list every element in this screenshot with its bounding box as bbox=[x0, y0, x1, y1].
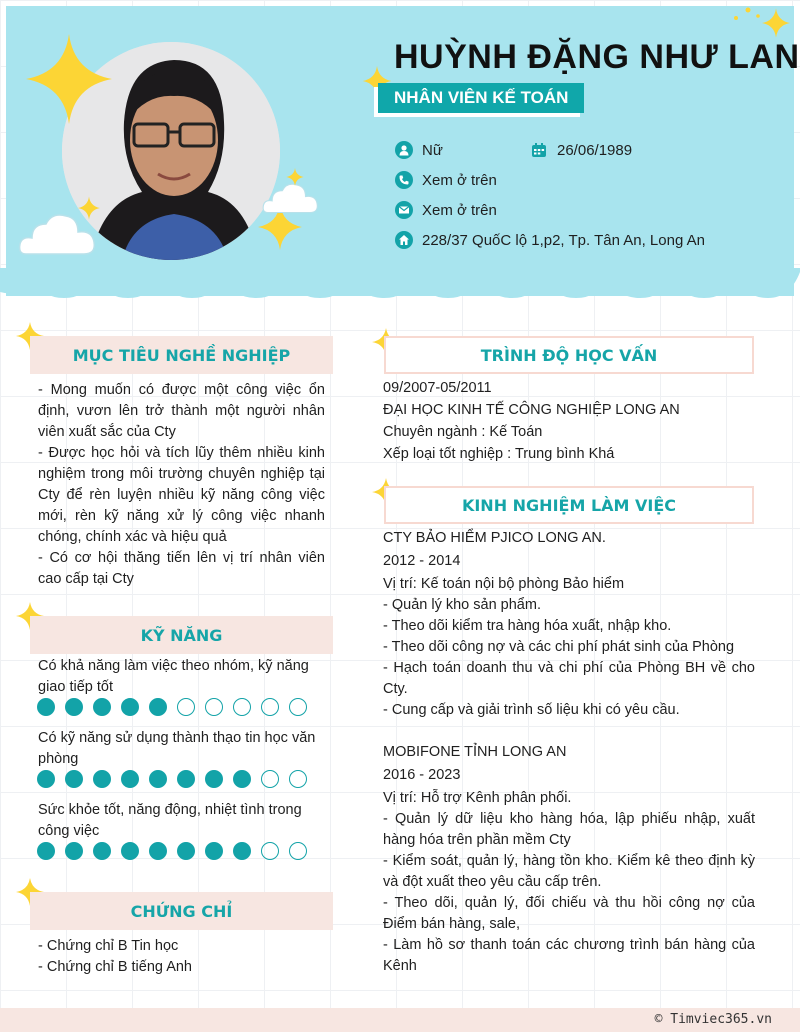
job-line: Vị trí: Kế toán nội bộ phòng Bảo hiểm bbox=[383, 576, 625, 592]
job-line: - Làm hồ sơ thanh toán các chương trình bán hàng của Kênh bbox=[383, 937, 755, 974]
rating-dot-filled bbox=[149, 770, 167, 788]
rating-dot-filled bbox=[37, 770, 55, 788]
rating-dot-filled bbox=[121, 842, 139, 860]
education-period: 09/2007-05/2011 bbox=[383, 380, 492, 396]
education-major: Chuyên ngành : Kế Toán bbox=[383, 424, 543, 440]
job-line: - Theo dõi kiểm tra hàng hóa xuất, nhập kho. bbox=[383, 618, 672, 634]
skill-text: Sức khỏe tốt, năng động, nhiệt tình trong công việc bbox=[38, 802, 302, 839]
job-line: - Theo dõi, quản lý, đối chiếu và thu hồi công nợ của Điểm bán hàng, sale, bbox=[383, 895, 755, 932]
watermark: © Timviec365.vn bbox=[654, 1012, 772, 1027]
education-heading: TRÌNH ĐỘ HỌC VẤN bbox=[384, 336, 754, 374]
phone-icon bbox=[395, 171, 413, 189]
objective-heading: MỤC TIÊU NGHỀ NGHIỆP bbox=[30, 336, 333, 374]
gender-row bbox=[395, 141, 443, 159]
rating-dot-filled bbox=[177, 770, 195, 788]
education-school: ĐẠI HỌC KINH TẾ CÔNG NGHIỆP LONG AN bbox=[383, 402, 680, 418]
phone-row bbox=[395, 171, 497, 189]
experience-heading: KINH NGHIỆM LÀM VIỆC bbox=[384, 486, 754, 524]
job-line: Vị trí: Hỗ trợ Kênh phân phối. bbox=[383, 790, 572, 806]
job-line: - Quản lý dữ liệu kho hàng hóa, lập phiếu nhập, xuất hàng hóa trên phần mềm Cty bbox=[383, 811, 755, 848]
certificates-heading: CHỨNG CHỈ bbox=[30, 892, 333, 930]
experience-job bbox=[383, 742, 755, 977]
rating-dot-filled bbox=[37, 698, 55, 716]
sparkle-icon bbox=[730, 4, 764, 24]
star-decoration-icon bbox=[762, 8, 790, 38]
rating-dot-filled bbox=[93, 770, 111, 788]
rating-dot-empty bbox=[205, 698, 223, 716]
home-icon bbox=[395, 231, 413, 249]
objective-line: - Được học hỏi và tích lũy thêm nhiều kinh nghiệm trong môi trường chuyên nghiệp tại Cty để rèn luyện nhiều kỹ năng công việc mới, rèn kỹ năng xử lý công việc nhanh chóng, chính xác và hiệu quả bbox=[38, 445, 325, 545]
job-line: - Cung cấp và giải trình số liệu khi có yêu cầu. bbox=[383, 702, 680, 718]
education-grade: Xếp loại tốt nghiệp : Trung bình Khá bbox=[383, 446, 615, 462]
email-value: Xem ở trên bbox=[422, 201, 497, 219]
header-scallop-edge bbox=[0, 268, 800, 302]
birthday-value: 26/06/1989 bbox=[557, 141, 633, 159]
objective-text bbox=[38, 380, 325, 590]
job-company: MOBIFONE TỈNH LONG AN bbox=[383, 744, 567, 760]
rating-dot-filled bbox=[205, 770, 223, 788]
user-icon bbox=[395, 141, 413, 159]
skill-text: Có kỹ năng sử dụng thành thạo tin học văn phòng bbox=[38, 730, 316, 767]
rating-dot-filled bbox=[149, 842, 167, 860]
skill-rating bbox=[37, 842, 317, 860]
rating-dot-filled bbox=[37, 842, 55, 860]
rating-dot-filled bbox=[121, 770, 139, 788]
address-row bbox=[395, 231, 705, 249]
candidate-name: HUỲNH ĐẶNG NHƯ LAN bbox=[394, 38, 800, 76]
job-line: - Hạch toán doanh thu và chi phí của Phòng BH về cho Cty. bbox=[383, 660, 755, 697]
job-period: 2012 - 2014 bbox=[383, 553, 461, 569]
rating-dot-filled bbox=[233, 770, 251, 788]
certificate-item: - Chứng chỉ B tiếng Anh bbox=[38, 959, 192, 975]
rating-dot-filled bbox=[149, 698, 167, 716]
email-icon bbox=[395, 201, 413, 219]
calendar-icon bbox=[530, 141, 548, 159]
job-line: - Quản lý kho sản phẩm. bbox=[383, 597, 541, 613]
rating-dot-empty bbox=[177, 698, 195, 716]
education-block bbox=[383, 377, 755, 465]
job-period: 2016 - 2023 bbox=[383, 767, 461, 783]
rating-dot-filled bbox=[177, 842, 195, 860]
experience-job bbox=[383, 528, 755, 721]
skill-rating bbox=[37, 770, 317, 788]
rating-dot-filled bbox=[93, 698, 111, 716]
rating-dot-filled bbox=[65, 770, 83, 788]
certificates-list bbox=[38, 936, 328, 978]
gender-value: Nữ bbox=[422, 141, 443, 159]
rating-dot-empty bbox=[289, 842, 307, 860]
phone-value: Xem ở trên bbox=[422, 171, 497, 189]
rating-dot-empty bbox=[233, 698, 251, 716]
rating-dot-filled bbox=[65, 842, 83, 860]
cloud-decoration-icon bbox=[18, 210, 98, 258]
skills-heading: KỸ NĂNG bbox=[30, 616, 333, 654]
rating-dot-filled bbox=[65, 698, 83, 716]
job-company: CTY BẢO HIỂM PJICO LONG AN. bbox=[383, 530, 606, 546]
email-row bbox=[395, 201, 497, 219]
rating-dot-empty bbox=[261, 698, 279, 716]
rating-dot-empty bbox=[261, 842, 279, 860]
star-decoration-icon bbox=[286, 168, 304, 186]
certificate-item: - Chứng chỉ B Tin học bbox=[38, 938, 179, 954]
objective-line: - Mong muốn có được một công việc ổn định, vươn lên trở thành một người nhân viên xuất sắc của Cty bbox=[38, 382, 325, 440]
job-line: - Kiểm soát, quản lý, hàng tồn kho. Kiểm kê theo định kỳ và đột xuất theo yêu cầu cấp trên. bbox=[383, 853, 755, 890]
rating-dot-filled bbox=[205, 842, 223, 860]
star-decoration-icon bbox=[26, 34, 112, 124]
rating-dot-empty bbox=[289, 698, 307, 716]
skill-rating bbox=[37, 698, 317, 716]
job-title: NHÂN VIÊN KẾ TOÁN bbox=[394, 88, 569, 107]
objective-line: - Có cơ hội thăng tiến lên vị trí nhân viên cao cấp tại Cty bbox=[38, 550, 325, 587]
rating-dot-filled bbox=[93, 842, 111, 860]
job-line: - Theo dõi công nợ và các chi phí phát sinh của Phòng bbox=[383, 639, 735, 655]
rating-dot-filled bbox=[121, 698, 139, 716]
birthday-row bbox=[530, 141, 632, 159]
rating-dot-filled bbox=[233, 842, 251, 860]
skill-text: Có khả năng làm việc theo nhóm, kỹ năng giao tiếp tốt bbox=[38, 658, 309, 695]
address-value: 228/37 QuốC lộ 1,p2, Tp. Tân An, Long An bbox=[422, 231, 705, 249]
rating-dot-empty bbox=[289, 770, 307, 788]
rating-dot-empty bbox=[261, 770, 279, 788]
